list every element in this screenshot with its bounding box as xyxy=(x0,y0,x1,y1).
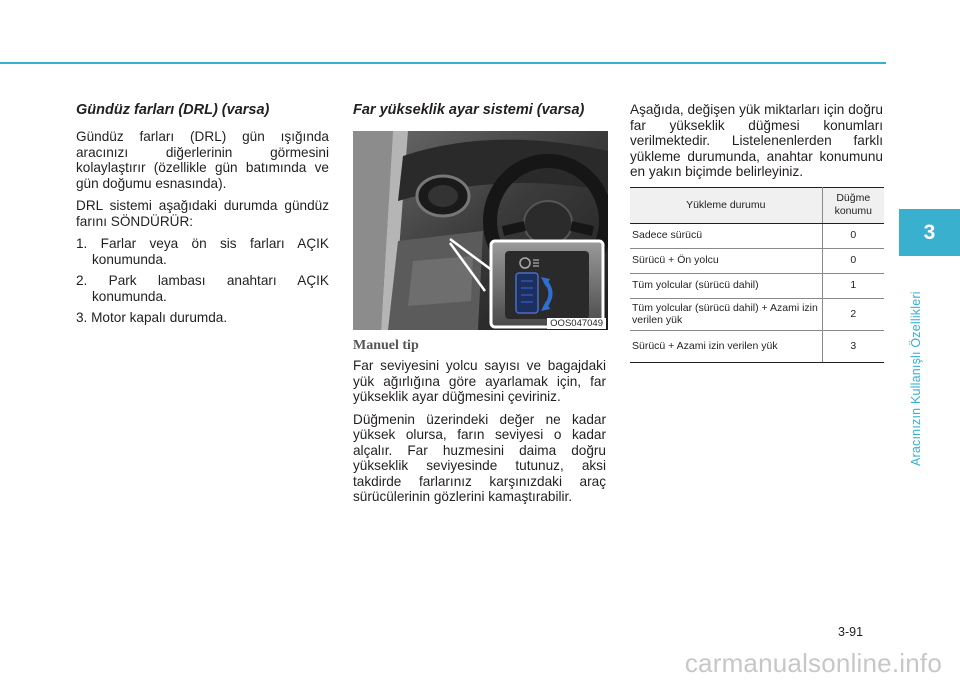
leveling-paragraph-1: Far seviyesini yolcu sayısı ve bagajdaki yük ağırlığına göre ayarlamak için, far yükseklik ayar düğmesini çeviriniz. xyxy=(353,358,606,404)
table-row xyxy=(630,273,884,298)
position-cell: 2 xyxy=(822,298,884,330)
load-cell: Tüm yolcular (sürücü dahil) + Azami izin verilen yük xyxy=(630,298,822,330)
load-position-table xyxy=(630,187,884,363)
drl-heading: Gündüz farları (DRL) (varsa) xyxy=(76,102,270,118)
leveling-heading: Far yükseklik ayar sistemi (varsa) xyxy=(353,102,585,118)
chapter-tab: 3 xyxy=(899,209,960,256)
drl-paragraph-1: Gündüz farları (DRL) gün ışığında aracınızı diğerlerinin görmesini kolaylaştırır (özellikle gün batımında ve gün doğumu esnasında). xyxy=(76,129,329,191)
load-intro-paragraph: Aşağıda, değişen yük miktarları için doğru far yükseklik düğmesi konumları verilmektedir. Listelenenlerden farklı yükleme durumunda, anahtar konumunu en yakın biçimde belirleyiniz. xyxy=(630,102,883,179)
leveling-paragraph-2: Düğmenin üzerindeki değer ne kadar yüksek olursa, farın seviyesi o kadar alçalır. Far huzmesini daima doğru yükseklik seviyesinde tutunuz, aksi takdirde farlarınız karşınızdaki araç sürücülerinin gözlerini kamaştırabilir. xyxy=(353,411,606,504)
load-table-section xyxy=(630,102,883,363)
drl-off-conditions-list xyxy=(76,236,329,326)
position-cell: 1 xyxy=(822,273,884,298)
dashboard-photo xyxy=(353,131,608,330)
position-cell: 0 xyxy=(822,223,884,248)
figure-code: OOS047049 xyxy=(547,318,606,329)
table-row xyxy=(630,223,884,248)
table-header-row xyxy=(630,187,884,223)
chapter-title-vertical xyxy=(903,266,933,466)
position-cell: 0 xyxy=(822,248,884,273)
manual-type-subheading: Manuel tip xyxy=(353,338,419,353)
dashboard-illustration xyxy=(353,131,608,330)
load-cell: Sürücü + Ön yolcu xyxy=(630,248,822,273)
header-switch-position: Düğme konumu xyxy=(822,187,884,223)
header-load-condition: Yükleme durumu xyxy=(630,187,822,223)
table-row xyxy=(630,330,884,362)
load-cell: Sadece sürücü xyxy=(630,223,822,248)
watermark: carmanualsonline.info xyxy=(684,648,942,678)
table-row xyxy=(630,298,884,330)
list-item: 2. Park lambası anahtarı AÇIK konumunda. xyxy=(76,273,329,304)
table-row xyxy=(630,248,884,273)
list-item: 3. Motor kapalı durumda. xyxy=(76,310,228,325)
drl-section xyxy=(76,102,329,332)
headlight-leveling-section xyxy=(353,102,606,512)
load-cell: Sürücü + Azami izin verilen yük xyxy=(630,330,822,362)
load-cell: Tüm yolcular (sürücü dahil) xyxy=(630,273,822,298)
chapter-title: Aracınızın Kullanışlı Özellikleri xyxy=(909,291,923,466)
top-rule xyxy=(0,62,886,64)
position-cell: 3 xyxy=(822,330,884,362)
list-item: 1. Farlar veya ön sis farları AÇIK konumunda. xyxy=(76,236,329,267)
drl-paragraph-2: DRL sistemi aşağıdaki durumda gündüz farını SÖNDÜRÜR: xyxy=(76,198,329,229)
page-number: 3-91 xyxy=(838,625,864,639)
